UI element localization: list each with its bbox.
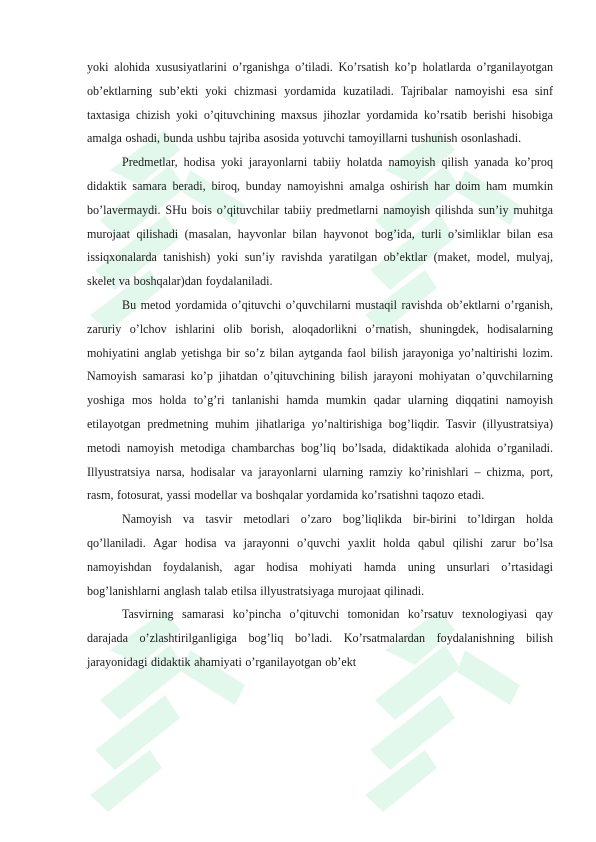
paragraph-1: yoki alohida xususiyatlarini o’rganishga o’tiladi. Ko’rsatish ko’p holatlarda o’rganilayotgan ob’ektlarning sub’ekti yoki chizmasi yordamida kuzatiladi. Tajribalar namoyishi esa sinf taxtasiga chizish yoki o’qituvchining maxsus jihozlar yordamida ko’rsatib berishi hisobiga amalga oshadi, bunda ushbu tajriba asosida yotuvchi tamoyillarni tushunish osonlashadi. <box>87 60 553 146</box>
paragraph-3: Bu metod yordamida o’qituvchi o’quvchilarni mustaqil ravishda ob’ektlarni o’rganish, zaruriy o’lchov ishlarini olib borish, aloqadorlikni o’rnatish, shuningdek, hodisalarning mohiyatini anglab yetishga bir so’z bilan aytganda faol bilish jarayoniga yo’naltirishi lozim. Namoyish samarasi ko’p jihatdan o’qituvchining bilish jarayoni mohiyatan o’quvchilarning yoshiga mos holda to’g’ri tanlanishi hamda mumkin qadar ularning diqqatini namoyish etilayotgan predmetning muhim jihatlariga yo’naltirishiga bog’liqdir. Tasvir (illyustratsiya) metodi namoyish metodiga chambarchas bog’liq bo’lsada, didaktikada alohida o’rganiladi. Illyustratsiya narsa, hodisalar va jarayonlarni ularning ramziy ko’rinishlari – chizma, port, rasm, fotosurat, yassi modellar va boshqalar yordamida ko’rsatishni taqozo etadi. <box>87 297 553 503</box>
paragraph-2: Predmetlar, hodisa yoki jarayonlarni tabiiy holatda namoyish qilish yanada ko’proq didaktik samara beradi, biroq, bunday namoyishni amalga oshirish har doim ham mumkin bo’lavermaydi. SHu bois o’qituvchilar tabiiy predmetlarni namoyish qilishda sun’iy muhitga murojaat qilishadi (masalan, hayvonlar bilan hayvonot bog’ida, turli o’simliklar bilan esa issiqxonalarda tanishish) yoki sun’iy ravishda yaratilgan ob’ektlar (maket, model, mulyaj, skelet va boshqalar)dan foydalaniladi. <box>87 155 553 289</box>
paragraph-4: Namoyish va tasvir metodlari o’zaro bog’liqlikda bir-birini to’ldirgan holda qo’llaniladi. Agar hodisa va jarayonni o’quvchi yaxlit holda qabul qilishi zarur bo’lsa namoyishdan foydalanish, agar hodisa mohiyati hamda uning unsurlari o’rtasidagi bog’lanishlarni anglash talab etilsa illyustratsiyaga murojaat qilinadi. <box>87 512 553 598</box>
paragraph-5: Tasvirning samarasi ko’pincha o’qituvchi tomonidan ko’rsatuv texnologiyasi qay darajada o’zlashtirilganligiga bog’liq bo’ladi. Ko’rsatmalardan foydalanishning bilish jarayonidagi didaktik ahamiyati o’rganilayotgan ob’ekt <box>87 607 553 669</box>
document-page <box>87 56 553 675</box>
